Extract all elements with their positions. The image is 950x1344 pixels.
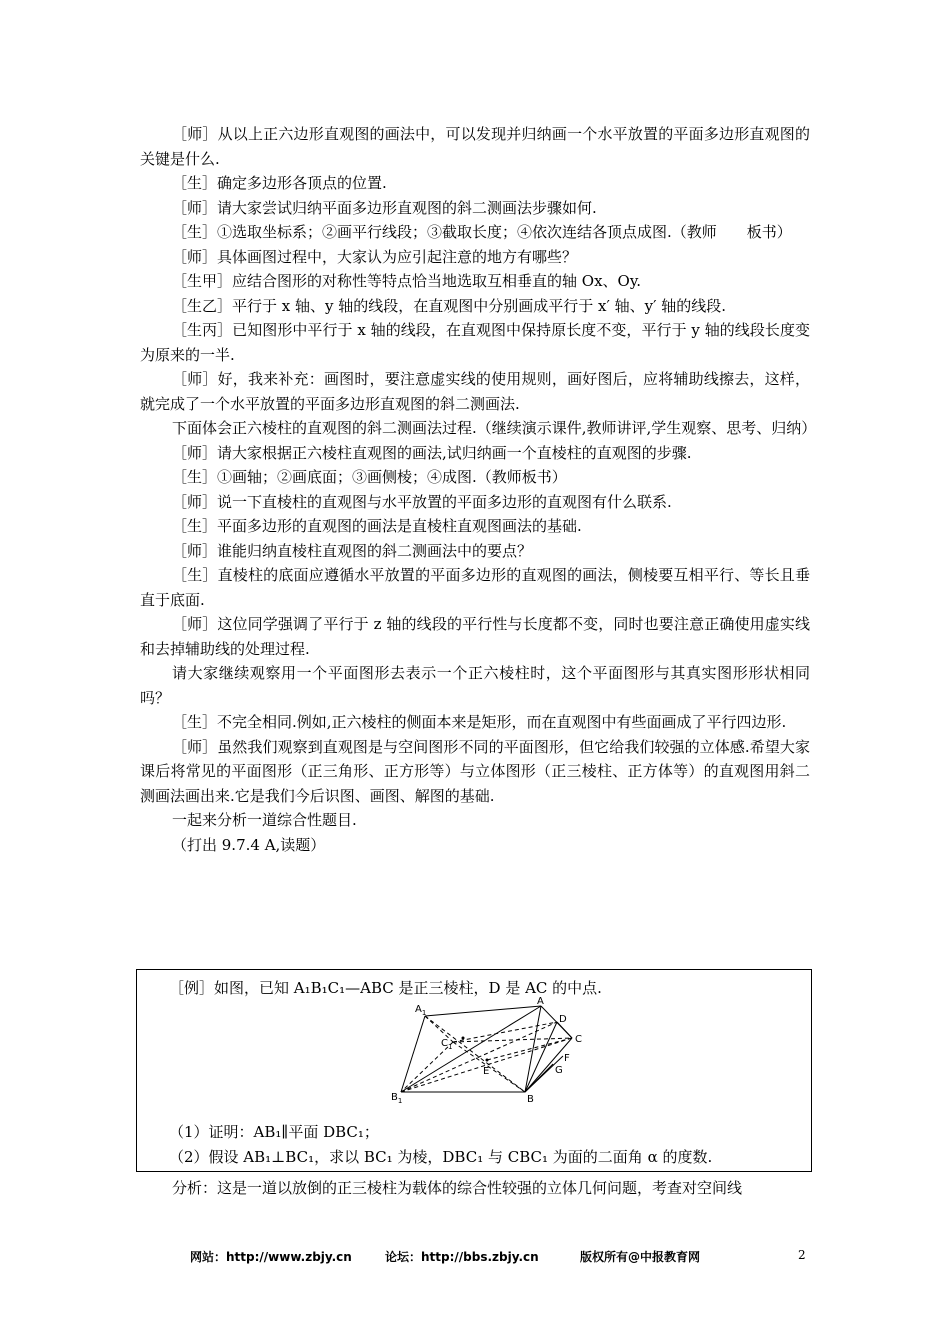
paragraph: ［师］请大家尝试归纳平面多边形直观图的斜二测画法步骤如何.	[172, 198, 597, 217]
paragraph: ［师］谁能归纳直棱柱直观图的斜二测画法中的要点？	[172, 541, 533, 560]
paragraph: ［生］确定多边形各顶点的位置.	[172, 174, 387, 192]
paragraph: ［生］不完全相同.例如,正六棱柱的侧面本来是矩形，而在直观图中有些面画成了平行四边形.	[172, 713, 787, 731]
label-c1: $C_1$	[441, 1038, 453, 1051]
label-a1: $A_1$	[415, 1004, 427, 1017]
paragraph: ［生］①画轴；②画底面；③画侧棱；④成图.（教师板书）	[172, 468, 567, 486]
lesson-body	[140, 122, 817, 857]
footer-site-link[interactable]: 网站：http://www.zbjy.cn	[190, 1250, 352, 1264]
paragraph: ［生］平面多边形的直观图的画法是直棱柱直观图画法的基础.	[172, 517, 582, 535]
paragraph: ［师］请大家根据正六棱柱直观图的画法,试归纳画一个直棱柱的直观图的步骤.	[172, 443, 692, 462]
analysis-text: 分析：这是一道以放倒的正三棱柱为载体的综合性较强的立体几何问题，考查对空间线	[172, 1179, 743, 1197]
paragraph: 请大家继续观察用一个平面图形去表示一个正六棱柱时，这个平面图形与其真实图形形状相同吗？	[140, 664, 810, 707]
label-f: F	[564, 1053, 570, 1064]
footer-copyright: 版权所有@中报教育网	[580, 1250, 701, 1264]
paragraph: ［生乙］平行于 x 轴、y 轴的线段，在直观图中分别画成平行于 x′ 轴、y′ 轴的线段.	[172, 296, 727, 315]
label-c: C	[575, 1034, 582, 1045]
paragraph: ［生］①选取坐标系；②画平行线段；③截取长度；④依次连结各顶点成图.（教师 板书）	[172, 223, 792, 241]
paragraph: 一起来分析一道综合性题目.	[172, 811, 357, 829]
label-b1: $B_1$	[391, 1092, 403, 1105]
paragraph: ［师］具体画图过程中，大家认为应引起注意的地方有哪些？	[172, 247, 578, 266]
paragraph: ［生甲］应结合图形的对称性等特点恰当地选取互相垂直的轴 Ox、Oy.	[172, 272, 642, 290]
point-e-dot	[486, 1059, 489, 1062]
label-a: A	[537, 996, 544, 1007]
paragraph: ［生丙］已知图形中平行于 x 轴的线段，在直观图中保持原长度不变，平行于 y 轴的线段长度变为原来的一半.	[140, 321, 810, 364]
label-b: B	[527, 1094, 534, 1105]
paragraph: ［师］虽然我们观察到直观图是与空间图形不同的平面图形，但它给我们较强的立体感.希望大家课后将常见的平面图形（正三角形、正方形等）与立体图形（正三棱柱、正方体等）的直观图用斜二测画法画出来.它是我们今后识图、画图、解图的基础.	[140, 737, 810, 805]
paragraph: 下面体会正六棱柱的直观图的斜二测画法过程.（继续演示课件,教师讲评,学生观察、思考、归纳）	[172, 419, 817, 437]
paragraph: ［师］从以上正六边形直观图的画法中，可以发现并归纳画一个水平放置的平面多边形直观图的关键是什么.	[140, 125, 810, 168]
paragraph: ［生］直棱柱的底面应遵循水平放置的平面多边形的直观图的画法，侧棱要互相平行、等长且垂直于底面.	[140, 566, 810, 609]
paragraph: ［师］说一下直棱柱的直观图与水平放置的平面多边形的直观图有什么联系.	[172, 492, 672, 511]
prism-figure	[391, 996, 727, 1105]
paragraph: ［师］好，我来补充：画图时，要注意虚实线的使用规则，画好图后，应将辅助线擦去，这样，就完成了一个水平放置的平面多边形直观图的斜二测画法.	[140, 370, 810, 413]
paragraph: ［师］这位同学强调了平行于 z 轴的线段的平行性与长度都不变，同时也要注意正确使用虚实线和去掉辅助线的处理过程.	[140, 615, 810, 658]
example-statement: ［例］如图，已知 A₁B₁C₁—ABC 是正三棱柱，D 是 AC 的中点.	[169, 979, 602, 997]
question-1: （1）证明：AB₁∥平面 DBC₁；	[169, 1123, 379, 1141]
label-e: E	[483, 1066, 490, 1077]
example-box	[136, 969, 812, 1172]
page-number: 2	[798, 1248, 806, 1262]
label-d: D	[559, 1014, 567, 1025]
footer-forum-link[interactable]: 论坛：http://bbs.zbjy.cn	[385, 1250, 539, 1264]
label-g: G	[555, 1065, 563, 1076]
point-dot	[462, 1037, 465, 1040]
question-2: （2）假设 AB₁⊥BC₁，求以 BC₁ 为棱，DBC₁ 与 CBC₁ 为面的二面角 α 的度数.	[169, 1148, 713, 1166]
paragraph: （打出 9.7.4 A,读题）	[172, 835, 326, 854]
